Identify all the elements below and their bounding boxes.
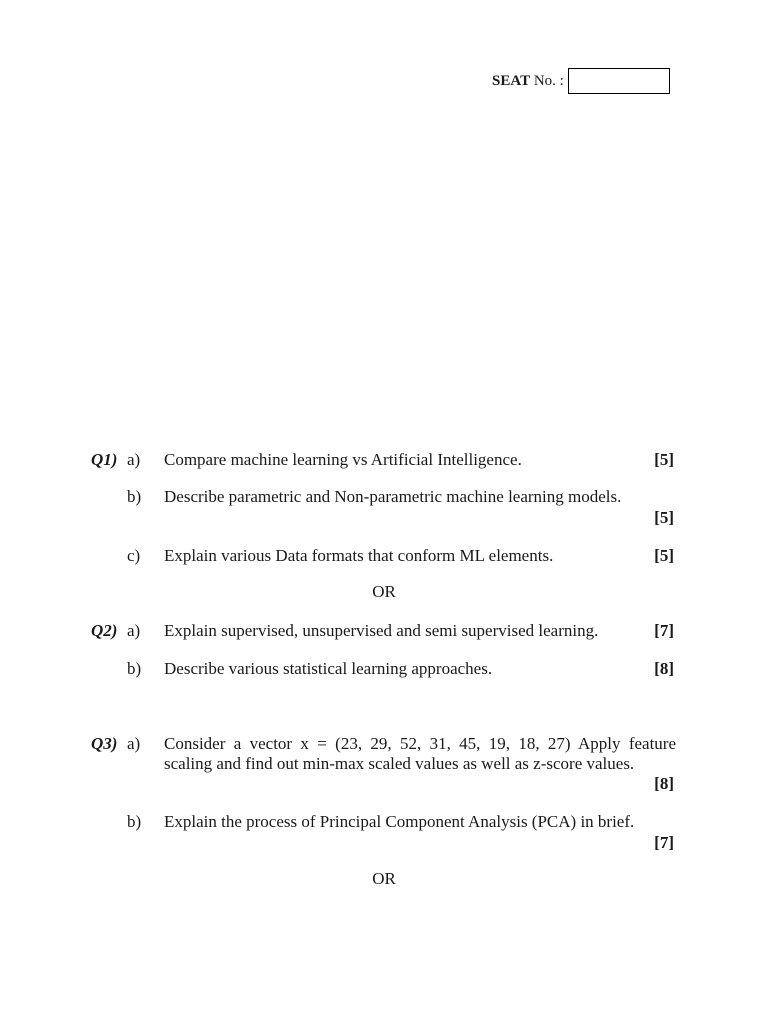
marks: [7] bbox=[654, 621, 674, 640]
marks: [8] bbox=[654, 774, 674, 793]
seat-label: SEAT No. : bbox=[492, 72, 564, 89]
part-label: b) bbox=[127, 487, 142, 506]
question-text: Explain various Data formats that conform ML elements. bbox=[164, 546, 554, 565]
marks: [5] bbox=[654, 450, 674, 469]
question-text: Compare machine learning vs Artificial Intelligence. bbox=[164, 450, 522, 469]
part-label: a) bbox=[127, 450, 141, 469]
seat-number-box[interactable] bbox=[568, 68, 670, 94]
part-label: b) bbox=[127, 659, 142, 678]
question-text: Explain supervised, unsupervised and semi supervised learning. bbox=[164, 621, 599, 640]
question-number: Q3) bbox=[91, 734, 118, 753]
question-number: Q2) bbox=[91, 621, 118, 640]
question-2-part-a bbox=[0, 620, 768, 642]
part-label: a) bbox=[127, 621, 141, 640]
marks: [5] bbox=[654, 508, 674, 527]
part-label: a) bbox=[127, 734, 141, 753]
seat-number bbox=[492, 68, 670, 94]
question-3-part-a-marks bbox=[0, 773, 768, 795]
question-2-part-b bbox=[0, 658, 768, 680]
question-3-part-a-line-2 bbox=[0, 753, 768, 775]
question-1-part-b-marks bbox=[0, 507, 768, 529]
or-separator: OR bbox=[372, 869, 396, 888]
question-text: Consider a vector x = (23, 29, 52, 31, 45, 19, 18, 27) Apply feature bbox=[164, 734, 676, 753]
question-text: Describe parametric and Non-parametric machine learning models. bbox=[164, 487, 622, 506]
question-3-part-b bbox=[0, 811, 768, 833]
part-label: c) bbox=[127, 546, 141, 565]
question-1-part-a bbox=[0, 449, 768, 471]
question-text: scaling and find out min-max scaled values as well as z-score values. bbox=[164, 754, 635, 773]
question-1-part-c bbox=[0, 545, 768, 567]
or-separator: OR bbox=[372, 582, 396, 601]
marks: [8] bbox=[654, 659, 674, 678]
question-text: Describe various statistical learning approaches. bbox=[164, 659, 493, 678]
part-label: b) bbox=[127, 812, 142, 831]
question-1-part-b bbox=[0, 486, 768, 508]
question-3-part-a bbox=[0, 733, 768, 755]
marks: [5] bbox=[654, 546, 674, 565]
marks: [7] bbox=[654, 833, 674, 852]
question-3-part-b-marks bbox=[0, 832, 768, 854]
question-text: Explain the process of Principal Component Analysis (PCA) in brief. bbox=[164, 812, 635, 831]
question-number: Q1) bbox=[91, 450, 118, 469]
